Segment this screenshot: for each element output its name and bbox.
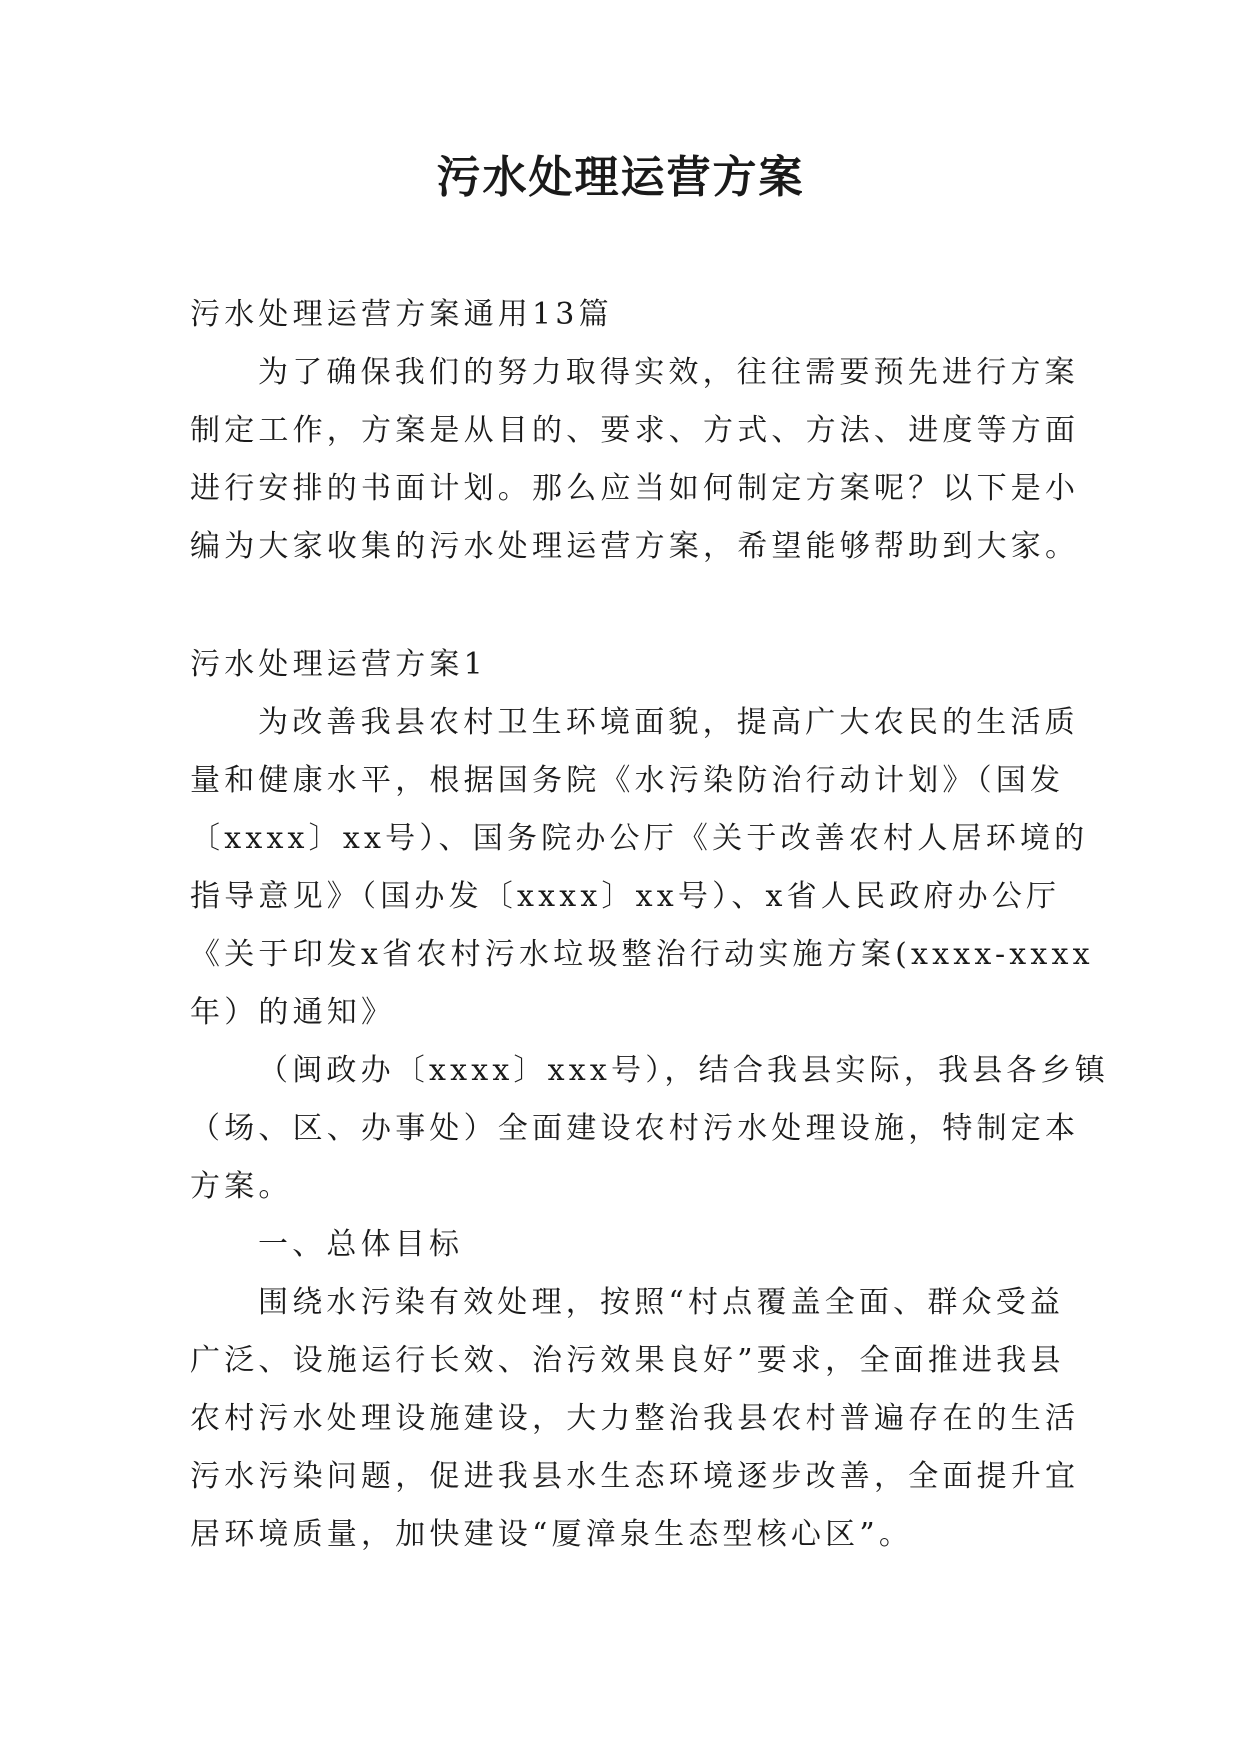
paragraph-line: 为改善我县农村卫生环境面貌，提高广大农民的生活质 <box>258 705 1079 740</box>
intro-paragraph-line: 进行安排的书面计划。那么应当如何制定方案呢？以下是小 <box>190 471 1080 506</box>
paragraph-line: （场、区、办事处）全面建设农村污水处理设施，特制定本 <box>190 1111 1080 1146</box>
paragraph-line: 围绕水污染有效处理，按照“村点覆盖全面、群众受益 <box>258 1285 1065 1320</box>
intro-paragraph-line: 制定工作，方案是从目的、要求、方式、方法、进度等方面 <box>190 413 1080 448</box>
document-title: 污水处理运营方案 <box>436 152 805 203</box>
subtitle-line: 污水处理运营方案通用13篇 <box>190 297 613 332</box>
paragraph-line: 《关于印发x省农村污水垃圾整治行动实施方案(xxxx-xxxx <box>190 937 1094 972</box>
paragraph-line: 农村污水处理设施建设，大力整治我县农村普遍存在的生活 <box>190 1401 1080 1436</box>
section-heading: 污水处理运营方案1 <box>190 647 487 682</box>
section-spacer <box>190 576 1060 636</box>
paragraph-line: 年）的通知》 <box>190 995 396 1030</box>
paragraph-line: 〔xxxx〕xx号）、国务院办公厅《关于改善农村人居环境的 <box>190 821 1089 856</box>
intro-paragraph-line: 为了确保我们的努力取得实效，往往需要预先进行方案 <box>258 355 1079 390</box>
paragraph-line: （闽政办〔xxxx〕xxx号），结合我县实际，我县各乡镇 <box>258 1053 1110 1088</box>
subsection-heading: 一、总体目标 <box>258 1227 464 1262</box>
paragraph-line: 量和健康水平，根据国务院《水污染防治行动计划》（国发 <box>190 763 1065 798</box>
paragraph-line: 广泛、设施运行长效、治污效果良好”要求，全面推进我县 <box>190 1343 1065 1378</box>
paragraph-line: 方案。 <box>190 1169 293 1204</box>
paragraph-line: 污水污染问题，促进我县水生态环境逐步改善，全面提升宜 <box>190 1459 1080 1494</box>
document-body <box>190 286 1110 1564</box>
paragraph-line: 指导意见》（国办发〔xxxx〕xx号）、x省人民政府办公厅 <box>190 879 1061 914</box>
intro-paragraph-line: 编为大家收集的污水处理运营方案，希望能够帮助到大家。 <box>190 529 1080 564</box>
paragraph-line: 居环境质量，加快建设“厦漳泉生态型核心区”。 <box>190 1517 914 1552</box>
